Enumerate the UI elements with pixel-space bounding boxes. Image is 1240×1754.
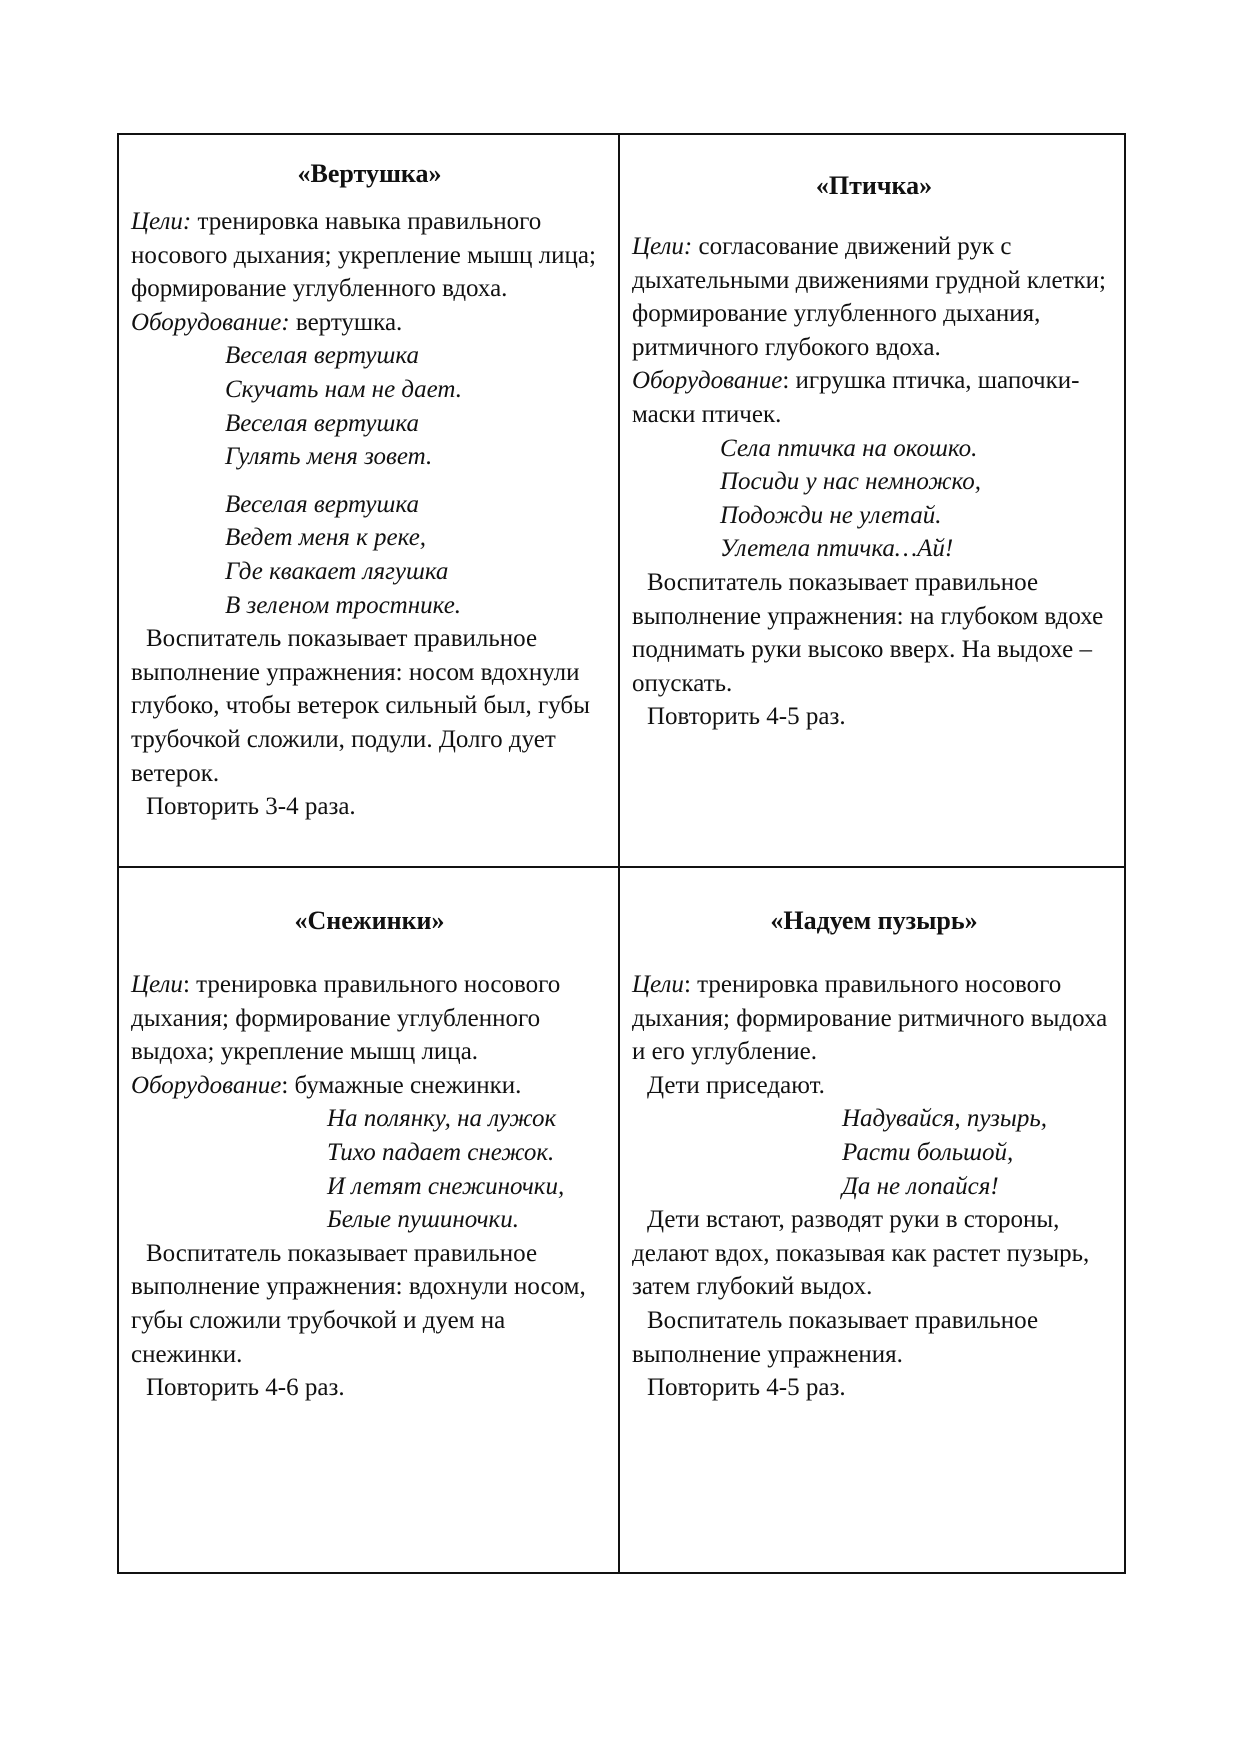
instruction-text: Воспитатель показывает правильное выполнение упражнения: вдохнули носом, губы сложили трубочкой и дуем на снежинки. — [131, 1239, 586, 1368]
equipment-label: Оборудование: — [131, 308, 290, 336]
poem-line: Надувайся, пузырь, — [842, 1105, 1047, 1133]
poem-stanza — [632, 432, 1116, 566]
instruction-text: Воспитатель показывает правильное выполнение упражнения: носом вдохнули глубоко, чтобы ветерок сильный был, губы трубочкой сложили, подули. Долго дует ветерок. — [131, 625, 590, 787]
poem-line: Белые пушиночки. — [327, 1206, 519, 1234]
repeat-text: Повторить 4-6 раз. — [146, 1374, 345, 1402]
instruction-paragraph — [131, 622, 608, 790]
card-title: «Снежинки» — [294, 906, 445, 935]
goals-label: Цели: — [632, 233, 693, 260]
poem-line: Посиди у нас немножко, — [720, 468, 981, 496]
poem-line: Веселая вертушка — [225, 342, 419, 370]
poem-stanza — [131, 1102, 608, 1236]
poem-line: Тихо падает снежок. — [327, 1138, 555, 1166]
poem-line: Расти большой, — [842, 1138, 1014, 1166]
equipment-label: Оборудование — [131, 1071, 282, 1099]
instruction-text: Воспитатель показывает правильное выполнение упражнения: на глубоком вдохе поднимать руки высоко вверх. На выдохе – опускать. — [632, 568, 1104, 697]
poem-line: Скучать нам не дает. — [225, 375, 462, 403]
poem-line: Гулять меня зовет. — [225, 443, 433, 471]
card-title: «Вертушка» — [297, 159, 442, 188]
card-title: «Надуем пузырь» — [770, 906, 978, 935]
poem-line: Веселая вертушка — [225, 490, 419, 518]
instruction-text: Воспитатель показывает правильное выполнение упражнения. — [632, 1306, 1039, 1368]
goals-paragraph — [131, 205, 608, 306]
equipment-text: : игрушка птичка, шапочки-маски птичек. — [632, 367, 1080, 428]
exercise-cards-table — [117, 133, 1126, 1574]
poem-line: На полянку, на лужок — [327, 1105, 557, 1133]
goals-label: Цели — [131, 971, 183, 998]
poem-stanza-1 — [131, 339, 608, 473]
equipment-paragraph — [632, 364, 1116, 431]
equipment-text: : бумажные снежинки. — [281, 1071, 522, 1099]
action-text: Дети встают, разводят руки в стороны, делают вдох, показывая как растет пузырь, затем глубокий выдох. — [632, 1206, 1090, 1301]
poem-line: Села птичка на окошко. — [720, 434, 978, 462]
poem-line: И летят снежиночки, — [327, 1172, 565, 1200]
card-naduem-puzyr — [620, 868, 1126, 1574]
repeat-paragraph — [131, 1371, 608, 1405]
instruction-paragraph — [632, 1304, 1116, 1371]
repeat-paragraph — [131, 790, 608, 824]
poem-line: Да не лопайся! — [842, 1172, 999, 1200]
equipment-text: вертушка. — [289, 308, 403, 336]
goals-text: тренировка навыка правильного носового дыхания; укрепление мышц лица; формирование углубленного вдоха. — [131, 208, 596, 303]
card-title: «Птичка» — [815, 171, 933, 200]
instruction-paragraph — [632, 566, 1116, 700]
goals-paragraph — [131, 968, 608, 1069]
goals-paragraph — [632, 968, 1116, 1069]
pre-action-paragraph — [632, 1069, 1116, 1103]
poem-line: Веселая вертушка — [225, 409, 419, 437]
poem-stanza — [632, 1102, 1116, 1203]
repeat-paragraph — [632, 1371, 1116, 1405]
goals-text: : тренировка правильного носового дыхания; формирование углубленного выдоха; укрепление мышц лица. — [131, 971, 561, 1066]
goals-text: : тренировка правильного носового дыхания; формирование ритмичного выдоха и его углубление. — [632, 971, 1108, 1066]
action-paragraph — [632, 1203, 1116, 1304]
equipment-label: Оборудование — [632, 367, 783, 395]
poem-line: Улетела птичка…Ай! — [720, 535, 954, 563]
goals-label: Цели — [632, 971, 684, 998]
repeat-text: Повторить 3-4 раза. — [146, 793, 356, 821]
repeat-text: Повторить 4-5 раз. — [647, 1374, 846, 1402]
poem-stanza-2 — [131, 488, 608, 622]
poem-line: Где квакает лягушка — [225, 557, 449, 585]
equipment-paragraph — [131, 1069, 608, 1103]
repeat-paragraph — [632, 700, 1116, 734]
instruction-paragraph — [131, 1237, 608, 1371]
goals-label: Цели: — [131, 208, 192, 235]
card-ptichka — [620, 135, 1126, 866]
goals-text: согласование движений рук с дыхательными движениями грудной клетки; формирование углубленного дыхания, ритмичного глубокого вдоха. — [632, 233, 1106, 361]
repeat-text: Повторить 4-5 раз. — [647, 703, 846, 731]
pre-action-text: Дети приседают. — [647, 1071, 825, 1099]
poem-line: В зеленом тростнике. — [225, 591, 462, 619]
card-snezhinki — [119, 868, 618, 1574]
goals-paragraph — [632, 230, 1116, 364]
card-vertushka — [119, 135, 618, 866]
poem-line: Подожди не улетай. — [720, 501, 942, 529]
equipment-paragraph — [131, 306, 608, 340]
poem-line: Ведет меня к реке, — [225, 524, 427, 552]
